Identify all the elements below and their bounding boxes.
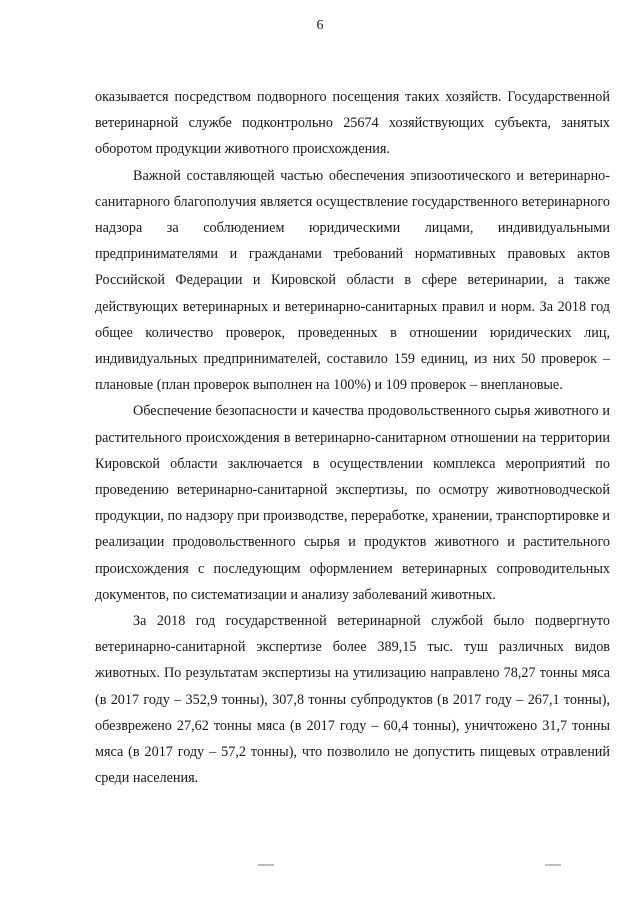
document-body <box>95 84 610 791</box>
scan-artifact-mark <box>258 864 274 866</box>
paragraph-expertise-results: За 2018 год государственной ветеринарной службой было подвергнуто ветеринарно-санитарной экспертизе более 389,15 тыс. туш различных видов животных. По результатам экспертизы на утилизацию направлено 78,27 тонны мяса (в 2017 году – 352,9 тонны), 307,8 тонны субпродуктов (в 2017 году – 267,1 тонны), обезврежено 27,62 тонны мяса (в 2017 году – 60,4 тонны), уничтожено 31,7 тонны мяса (в 2017 году – 57,2 тонны), что позволило не допустить пищевых отравлений среди населения. <box>95 613 610 787</box>
paragraph-food-safety: Обеспечение безопасности и качества продовольственного сырья животного и растительного происхождения в ветеринарно-санитарном отношении на территории Кировской области заключается в осуществлении комплекса мероприятий по проведению ветеринарно-санитарной экспертизы, по осмотру животноводческой продукции, по надзору при производстве, переработке, хранении, транспортировке и реализации продовольственного сырья и продуктов животного и растительного происхождения с последующим оформлением ветеринарных сопроводительных документов, по систематизации и анализу заболеваний животных. <box>95 403 611 603</box>
page-number: 6 <box>316 18 324 33</box>
paragraph-continuation: оказывается посредством подворного посещения таких хозяйств. Государственной ветеринарной службе подконтрольно 25674 хозяйствующих субъекта, занятых оборотом продукции животного происхождения. <box>95 89 610 158</box>
paragraph-veterinary-supervision: Важной составляющей частью обеспечения эпизоотического и ветеринарно-санитарного благополучия является осуществление государственного ветеринарного надзора за соблюдением юридическими лицами, индивидуальными предпринимателями и гражданами требований нормативных правовых актов Российской Федерации и Кировской области в сфере ветеринарии, а также действующих ветеринарных и ветеринарно-санитарных правил и норм. За 2018 год общее количество проверок, проведенных в отношении юридических лиц, индивидуальных предпринимателей, составило 159 единиц, из них 50 проверок – плановые (план проверок выполнен на 100%) и 109 проверок – внеплановые. <box>95 167 610 394</box>
scan-artifact-mark <box>545 864 561 866</box>
